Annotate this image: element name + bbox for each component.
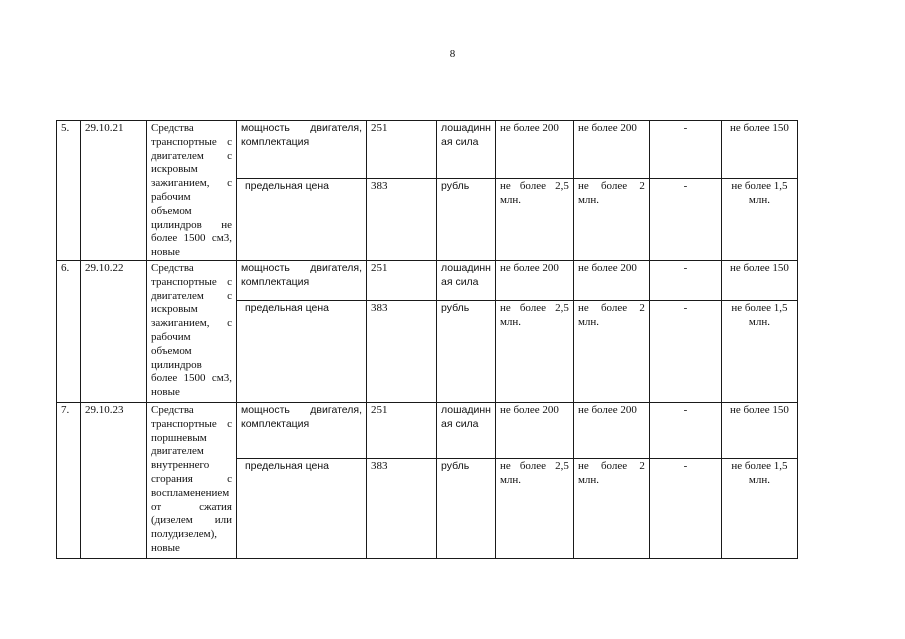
unit-name xyxy=(437,179,496,261)
cell-line: млн. xyxy=(748,315,770,328)
value-line: не более 2,5 xyxy=(499,180,569,192)
unit-name xyxy=(437,403,496,459)
value-1 xyxy=(495,301,573,403)
table-row xyxy=(57,403,798,459)
name-line: новые xyxy=(151,541,180,554)
name-line: полудизелем), xyxy=(151,528,217,541)
page-number: 8 xyxy=(449,48,456,60)
okei-code: 251 xyxy=(367,403,437,459)
unit-name xyxy=(437,301,496,403)
value-line: млн. xyxy=(577,193,600,206)
name-line: рабочим xyxy=(151,330,191,343)
name-line: более 1500 см3, xyxy=(151,232,232,245)
value-line: не более 200 xyxy=(577,404,637,416)
product-name xyxy=(147,261,237,403)
value-3: - xyxy=(649,261,721,301)
value-2 xyxy=(573,459,649,559)
value-3: - xyxy=(649,121,721,179)
okei-code: 383 xyxy=(367,179,437,261)
value-4 xyxy=(721,261,797,301)
row-number: 5. xyxy=(57,121,81,261)
char-line: мощность двигателя, xyxy=(241,262,362,274)
value-line: не более 200 xyxy=(577,262,637,274)
char-line: мощность двигателя, xyxy=(241,122,362,134)
characteristic xyxy=(237,459,367,559)
value-4 xyxy=(721,179,797,261)
value-2 xyxy=(573,261,649,301)
value-1 xyxy=(495,121,573,179)
okei-code: 251 xyxy=(367,121,437,179)
product-name xyxy=(147,403,237,559)
value-line: не более 200 xyxy=(577,122,637,134)
value-4 xyxy=(721,301,797,403)
name-line: зажиганием, с xyxy=(151,317,232,330)
name-line: зажиганием, с xyxy=(151,177,232,190)
value-4 xyxy=(721,121,797,179)
table-row xyxy=(57,261,798,301)
cell-line: предельная цена xyxy=(245,180,329,192)
char-line: комплектация xyxy=(241,135,310,148)
name-line: от сжатия xyxy=(151,500,232,513)
value-4 xyxy=(721,459,797,559)
name-line: объемом xyxy=(151,344,192,357)
value-line: млн. xyxy=(577,315,600,328)
value-3: - xyxy=(649,301,721,403)
value-1 xyxy=(495,179,573,261)
value-line: млн. xyxy=(577,473,600,486)
value-3: - xyxy=(649,403,721,459)
name-line: объемом xyxy=(151,204,192,217)
name-line: транспортные с xyxy=(151,417,232,430)
cell-line: предельная цена xyxy=(245,302,329,314)
cell-line: рубль xyxy=(441,302,470,314)
okpd-code: 29.10.22 xyxy=(81,261,147,403)
value-line: не более 200 xyxy=(499,262,559,274)
name-line: двигателем xyxy=(151,445,204,458)
cell-line: млн. xyxy=(748,193,770,206)
cell-line: не более 150 xyxy=(729,262,789,274)
name-line: более 1500 см3, xyxy=(151,372,232,385)
value-2 xyxy=(573,301,649,403)
product-name xyxy=(147,121,237,261)
name-line: рабочим xyxy=(151,190,191,203)
value-1 xyxy=(495,459,573,559)
name-line: двигателем с xyxy=(151,149,232,162)
value-line: не более 200 xyxy=(499,404,559,416)
char-line: комплектация xyxy=(241,417,310,430)
cell-line: рубль xyxy=(441,460,470,472)
cell-line: рубль xyxy=(441,180,470,192)
cell-line: ая сила xyxy=(441,135,479,148)
value-line: млн. xyxy=(499,315,522,328)
name-line: транспортные с xyxy=(151,135,232,148)
cell-line: лошадинн xyxy=(441,404,491,416)
cell-line: предельная цена xyxy=(245,460,329,472)
cell-line: не более 150 xyxy=(729,122,789,134)
value-2 xyxy=(573,179,649,261)
name-line: искровым xyxy=(151,303,198,316)
okei-code: 383 xyxy=(367,459,437,559)
row-number: 6. xyxy=(57,261,81,403)
value-line: не более 2 xyxy=(577,180,645,192)
value-line: не более 2 xyxy=(577,460,645,472)
name-line: новые xyxy=(151,386,180,399)
name-line: Средства xyxy=(151,404,194,416)
cell-line: лошадинн xyxy=(441,262,491,274)
unit-name xyxy=(437,261,496,301)
name-line: цилиндров не xyxy=(151,218,232,231)
cell-line: ая сила xyxy=(441,417,479,430)
characteristic xyxy=(237,121,367,179)
okpd-code: 29.10.21 xyxy=(81,121,147,261)
cell-line: млн. xyxy=(748,473,770,486)
value-line: млн. xyxy=(499,473,522,486)
char-line: мощность двигателя, xyxy=(241,404,362,416)
name-line: воспламенением xyxy=(151,486,230,499)
name-line: цилиндров xyxy=(151,358,202,371)
unit-name xyxy=(437,459,496,559)
table-row xyxy=(57,121,798,179)
characteristic xyxy=(237,261,367,301)
cell-line: не более 1,5 xyxy=(731,460,788,472)
value-line: не более 2,5 xyxy=(499,302,569,314)
value-line: не более 2 xyxy=(577,302,645,314)
value-line: не более 200 xyxy=(499,122,559,134)
value-2 xyxy=(573,121,649,179)
value-1 xyxy=(495,403,573,459)
name-line: внутреннего xyxy=(151,459,210,472)
name-line: Средства xyxy=(151,122,194,134)
name-line: Средства xyxy=(151,262,194,274)
value-3: - xyxy=(649,179,721,261)
name-line: новые xyxy=(151,246,180,259)
cell-line: лошадинн xyxy=(441,122,491,134)
cell-line: не более 1,5 xyxy=(731,302,788,314)
unit-name xyxy=(437,121,496,179)
requirements-table xyxy=(56,120,798,559)
value-line: не более 2,5 xyxy=(499,460,569,472)
name-line: двигателем с xyxy=(151,289,232,302)
value-2 xyxy=(573,403,649,459)
value-3: - xyxy=(649,459,721,559)
okei-code: 251 xyxy=(367,261,437,301)
name-line: сгорания с xyxy=(151,472,232,485)
okpd-code: 29.10.23 xyxy=(81,403,147,559)
char-line: комплектация xyxy=(241,275,310,288)
row-number: 7. xyxy=(57,403,81,559)
name-line: транспортные с xyxy=(151,275,232,288)
cell-line: ая сила xyxy=(441,275,479,288)
cell-line: не более 150 xyxy=(729,404,789,416)
characteristic xyxy=(237,301,367,403)
name-line: поршневым xyxy=(151,431,207,444)
cell-line: не более 1,5 xyxy=(731,180,788,192)
value-line: млн. xyxy=(499,193,522,206)
okei-code: 383 xyxy=(367,301,437,403)
characteristic xyxy=(237,403,367,459)
name-line: искровым xyxy=(151,163,198,176)
value-1 xyxy=(495,261,573,301)
value-4 xyxy=(721,403,797,459)
characteristic xyxy=(237,179,367,261)
name-line: (дизелем или xyxy=(151,514,232,527)
